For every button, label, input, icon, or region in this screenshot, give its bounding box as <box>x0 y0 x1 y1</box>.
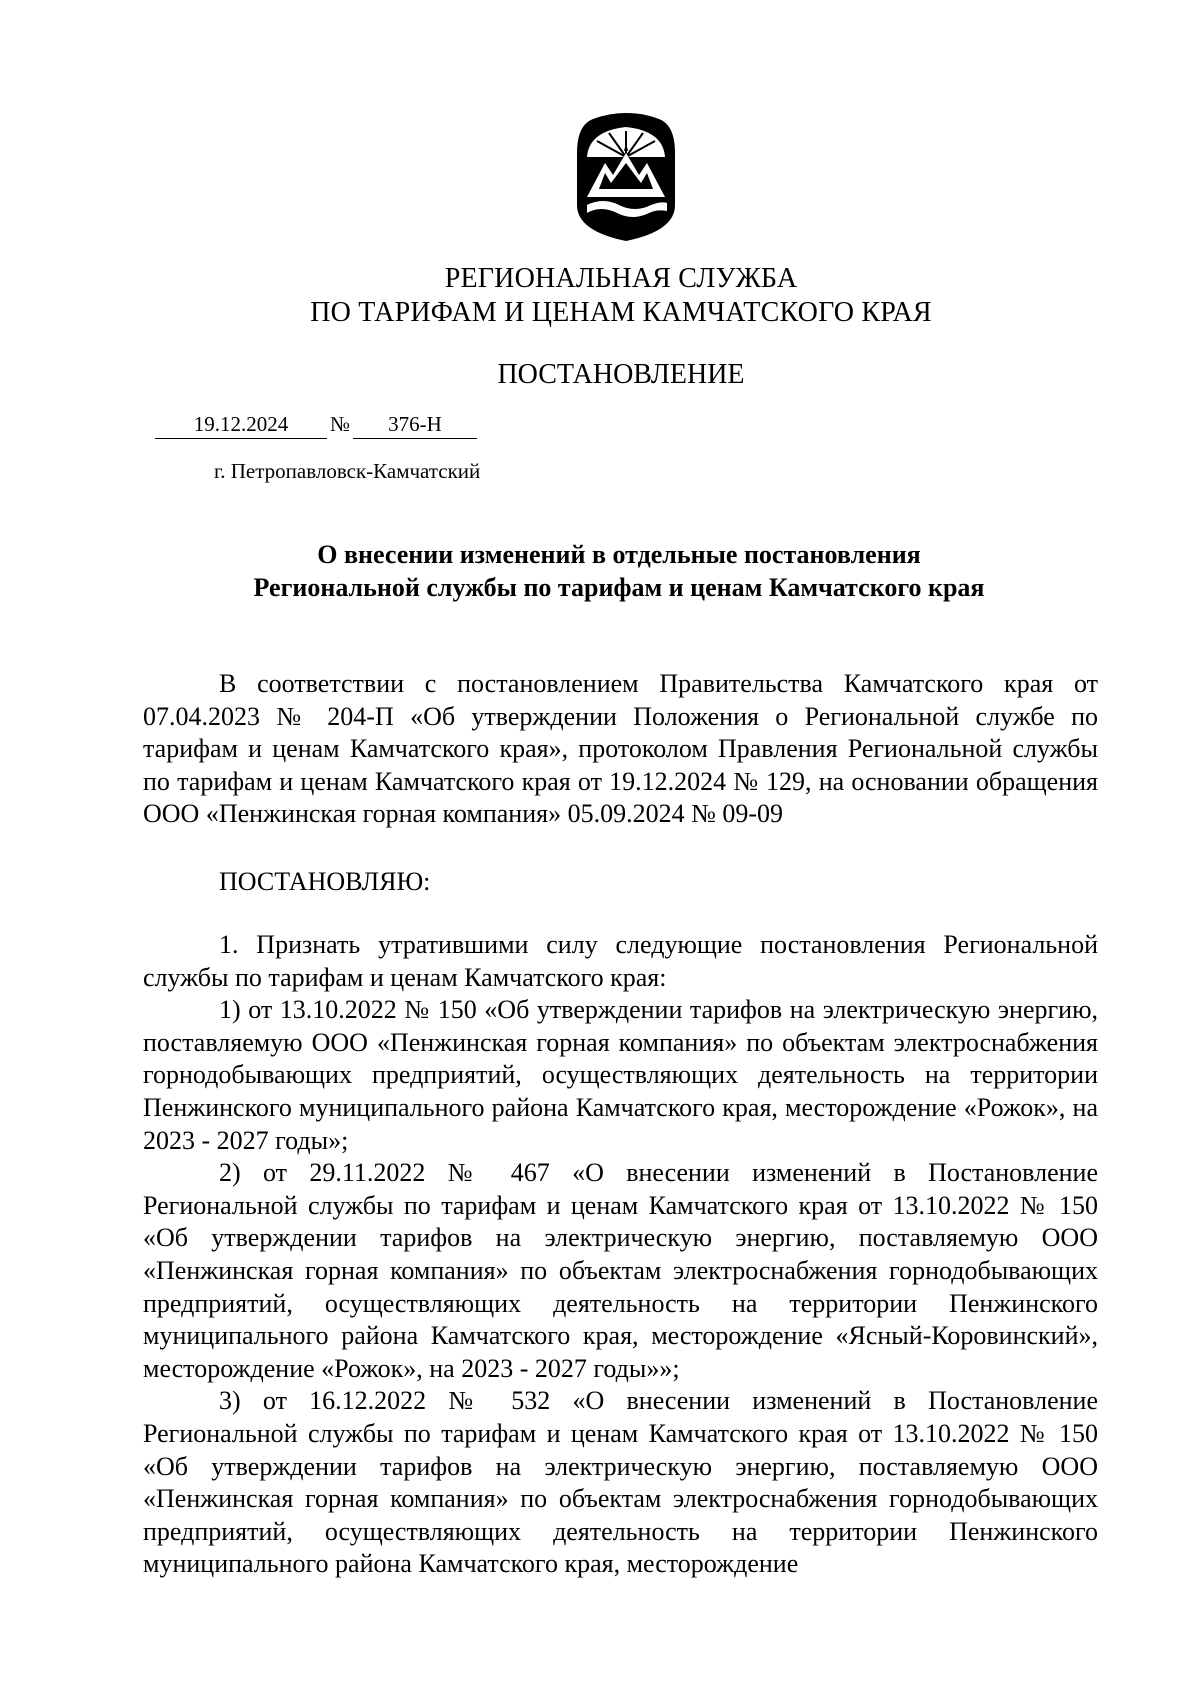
title-line1: О внесении изменений в отдельные постановления <box>317 540 921 569</box>
list-item: 1) от 13.10.2022 № 150 «Об утверждении тарифов на электрическую энергию, поставляемую ООО «Пенжинская горная компания» по объектам электроснабжения горнодобывающих предприятий, осуществляющих деятельность на территории Пенжинского муниципального района Камчатского края, месторождение «Рожок», на 2023 - 2027 годы»; <box>143 995 1098 1155</box>
list-item: 1. Признать утратившими силу следующие постановления Региональной службы по тарифам и ценам Камчатского края: <box>143 930 1098 992</box>
title-line2: Региональной службы по тарифам и ценам Камчатского края <box>253 573 985 602</box>
preamble-text: В соответствии с постановлением Правительства Камчатского края от 07.04.2023 № 204-П «Об утверждении Положения о Региональной службе по тарифам и ценам Камчатского края», протоколом Правления Региональной службы по тарифам и ценам Камчатского края от 19.12.2024 № 129, на основании обращения ООО «Пенжинская горная компания» 05.09.2024 № 09-09 <box>143 669 1098 829</box>
org-name-line1: РЕГИОНАЛЬНАЯ СЛУЖБА <box>444 263 798 294</box>
coat-of-arms-icon <box>573 113 679 241</box>
document-date: 19.12.2024 <box>155 411 327 439</box>
document-title <box>140 538 1098 604</box>
document-number: 376-Н <box>353 411 477 439</box>
preamble <box>143 668 1098 831</box>
org-name-line2: ПО ТАРИФАМ И ЦЕНАМ КАМЧАТСКОГО КРАЯ <box>310 297 932 328</box>
decree-items <box>143 929 1098 1581</box>
resolve-text: ПОСТАНОВЛЯЮ: <box>219 867 431 896</box>
list-item: 2) от 29.11.2022 № 467 «О внесении изменений в Постановление Региональной службы по тарифам и ценам Камчатского края от 13.10.2022 № 150 «Об утверждении тарифов на электрическую энергию, поставляемую ООО «Пенжинская горная компания» по объектам электроснабжения горнодобывающих предприятий, осуществляющих деятельность на территории Пенжинского муниципального района Камчатского края, месторождение «Ясный-Коровинский», месторождение «Рожок», на 2023 - 2027 годы»»; <box>143 1158 1098 1383</box>
list-item: 3) от 16.12.2022 № 532 «О внесении изменений в Постановление Региональной службы по тарифам и ценам Камчатского края от 13.10.2022 № 150 «Об утверждении тарифов на электрическую энергию, поставляемую ООО «Пенжинская горная компания» по объектам электроснабжения горнодобывающих предприятий, осуществляющих деятельность на территории Пенжинского муниципального района Камчатского края, месторождение <box>143 1386 1098 1579</box>
number-sign: № <box>329 412 351 436</box>
city: г. Петропавловск-Камчатский <box>214 459 481 483</box>
resolve-heading <box>143 866 1098 899</box>
document-type: ПОСТАНОВЛЕНИЕ <box>497 359 745 390</box>
date-number-line <box>155 411 477 439</box>
